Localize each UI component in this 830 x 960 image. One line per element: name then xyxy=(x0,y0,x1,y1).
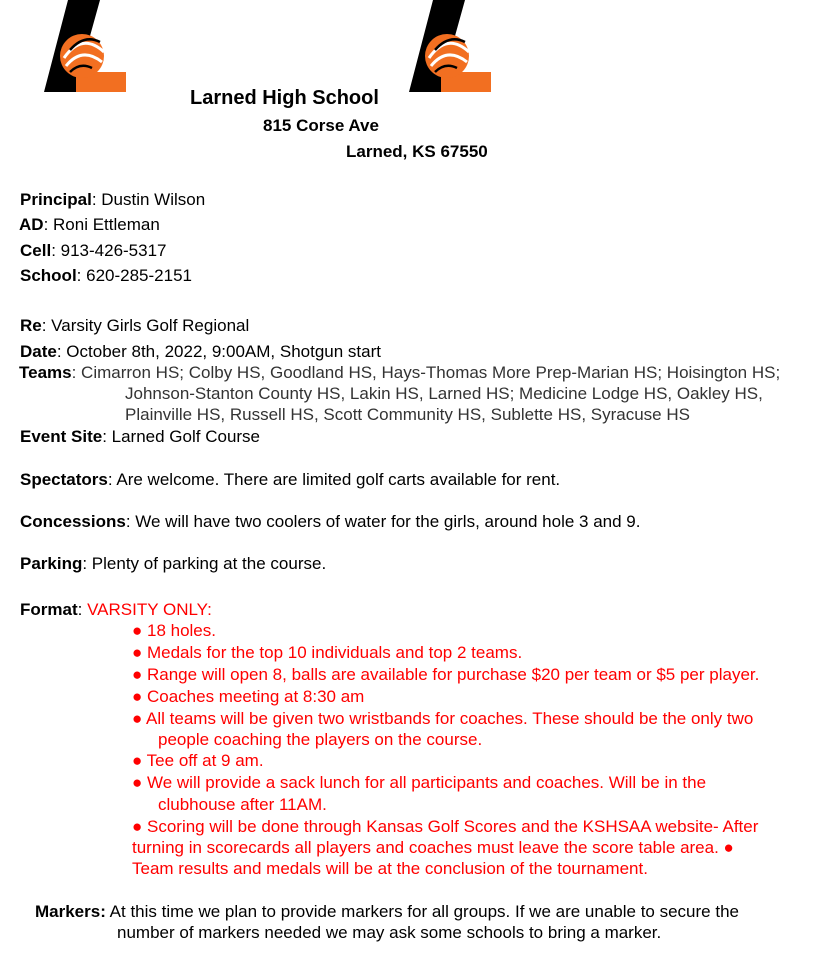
address-line-2: Larned, KS 67550 xyxy=(346,142,488,161)
contact-school xyxy=(20,266,192,286)
parking-value: : Plenty of parking at the course. xyxy=(82,554,327,573)
contact-label: School xyxy=(20,266,77,285)
contact-value: : 913-426-5317 xyxy=(51,241,167,260)
re-line xyxy=(20,316,249,336)
school-logo-left xyxy=(40,0,130,92)
format-colon: : xyxy=(77,600,88,619)
site-label: Event Site xyxy=(20,427,103,446)
format-item: ● Coaches meeting at 8:30 am xyxy=(132,687,365,706)
contact-label: Principal xyxy=(20,190,92,209)
contact-ad xyxy=(19,215,160,235)
school-name: Larned High School xyxy=(190,87,379,109)
contact-label: Cell xyxy=(20,241,52,260)
contact-principal xyxy=(20,190,205,210)
date-label: Date xyxy=(20,342,57,361)
format-value: VARSITY ONLY: xyxy=(87,600,212,619)
contact-cell xyxy=(20,241,167,261)
markers-line-2: number of markers needed we may ask some schools to bring a marker. xyxy=(117,923,662,942)
re-label: Re xyxy=(20,316,42,335)
teams-label: Teams xyxy=(19,363,72,382)
contact-value: : Dustin Wilson xyxy=(91,190,206,209)
format-item: ● Tee off at 9 am. xyxy=(132,751,264,770)
parking-line xyxy=(20,554,326,574)
format-item-continued: clubhouse after 11AM. xyxy=(158,795,327,814)
markers-line-1 xyxy=(35,902,739,922)
format-item-continued: people coaching the players on the course. xyxy=(158,730,483,749)
format-item: ● We will provide a sack lunch for all participants and coaches. Will be in the xyxy=(132,773,707,792)
format-item: ● Scoring will be done through Kansas Golf Scores and the KSHSAA website- After xyxy=(132,817,759,836)
teams-line-2: Johnson-Stanton County HS, Lakin HS, Larned HS; Medicine Lodge HS, Oakley HS, xyxy=(125,384,763,403)
format-item: ● Range will open 8, balls are available for purchase $20 per team or $5 per player. xyxy=(132,665,760,684)
contact-label: AD xyxy=(19,215,44,234)
address-line-1: 815 Corse Ave xyxy=(263,116,379,135)
format-label: Format xyxy=(20,600,78,619)
date-line xyxy=(20,342,381,362)
teams-line-1 xyxy=(19,363,780,383)
contact-value: : Roni Ettleman xyxy=(43,215,160,234)
format-item-continued: Team results and medals will be at the conclusion of the tournament. xyxy=(132,859,648,878)
parking-label: Parking xyxy=(20,554,83,573)
format-item: ● All teams will be given two wristbands for coaches. These should be the only two xyxy=(132,709,754,728)
concessions-label: Concessions xyxy=(20,512,126,531)
contact-value: : 620-285-2151 xyxy=(76,266,192,285)
teams-value: : Cimarron HS; Colby HS, Goodland HS, Hays-Thomas More Prep-Marian HS; Hoisington HS; xyxy=(71,363,781,382)
event-site-line xyxy=(20,427,260,447)
format-item: ● Medals for the top 10 individuals and top 2 teams. xyxy=(132,643,523,662)
date-value: : October 8th, 2022, 9:00AM, Shotgun start xyxy=(56,342,381,361)
concessions-line xyxy=(20,512,641,532)
format-line xyxy=(20,600,212,620)
spectators-label: Spectators xyxy=(20,470,108,489)
site-value: : Larned Golf Course xyxy=(102,427,261,446)
format-item-continued: turning in scorecards all players and coaches must leave the score table area. ● xyxy=(132,838,734,857)
markers-value: At this time we plan to provide markers for all groups. If we are unable to secure the xyxy=(109,902,739,921)
markers-label: Markers: xyxy=(35,902,106,921)
format-item: ● 18 holes. xyxy=(132,621,216,640)
re-value: : Varsity Girls Golf Regional xyxy=(41,316,250,335)
school-logo-right xyxy=(405,0,495,92)
concessions-value: : We will have two coolers of water for the girls, around hole 3 and 9. xyxy=(125,512,641,531)
spectators-line xyxy=(20,470,560,490)
teams-line-3: Plainville HS, Russell HS, Scott Community HS, Sublette HS, Syracuse HS xyxy=(125,405,690,424)
spectators-value: : Are welcome. There are limited golf carts available for rent. xyxy=(107,470,561,489)
